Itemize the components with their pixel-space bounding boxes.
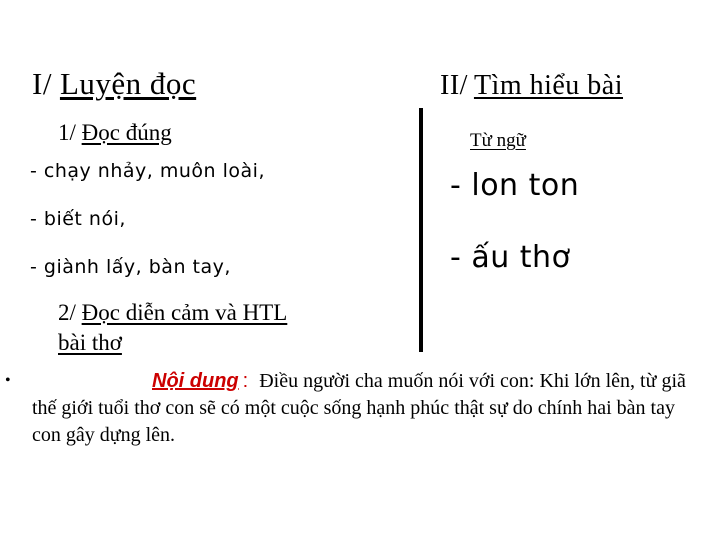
subsection-number: 2/ (58, 300, 76, 325)
heading-title: Tìm hiểu bài (473, 70, 624, 101)
heading-number: II/ (440, 70, 468, 101)
content-colon: : (242, 370, 249, 392)
bullet-point: • (5, 372, 11, 389)
word-line: - chạy nhảy, muôn loài, (30, 160, 265, 182)
content-text: Điều người cha muốn nói với con: Khi lớn lên, từ giã thế giới tuổi thơ con sẽ có một cuộc sống hạnh phúc thật sự do chính hai bàn tay con gây dựng lên. (32, 370, 686, 446)
content-label: Nội dung (152, 370, 239, 392)
section-heading-reading (32, 66, 196, 102)
subsection-number: 1/ (58, 120, 76, 145)
subsection-title-continued: bài thơ (58, 330, 122, 355)
subsection-title: Đọc diễn cảm và HTL (81, 300, 288, 325)
subsection-correct-reading (58, 120, 172, 146)
column-divider (419, 108, 423, 352)
word-line: - giành lấy, bàn tay, (30, 256, 231, 278)
heading-number: I/ (32, 66, 52, 101)
lesson-content (32, 368, 704, 449)
word-line: - biết nói, (30, 208, 126, 230)
section-heading-understanding (440, 70, 623, 102)
subsection-title: Đọc đúng (81, 120, 172, 145)
subsection-expressive-reading (58, 300, 287, 326)
vocabulary-word: - ấu thơ (450, 240, 571, 275)
heading-title: Luyện đọc (59, 66, 197, 101)
vocabulary-word: - lon ton (450, 168, 580, 203)
vocabulary-label: Từ ngữ (470, 130, 526, 151)
